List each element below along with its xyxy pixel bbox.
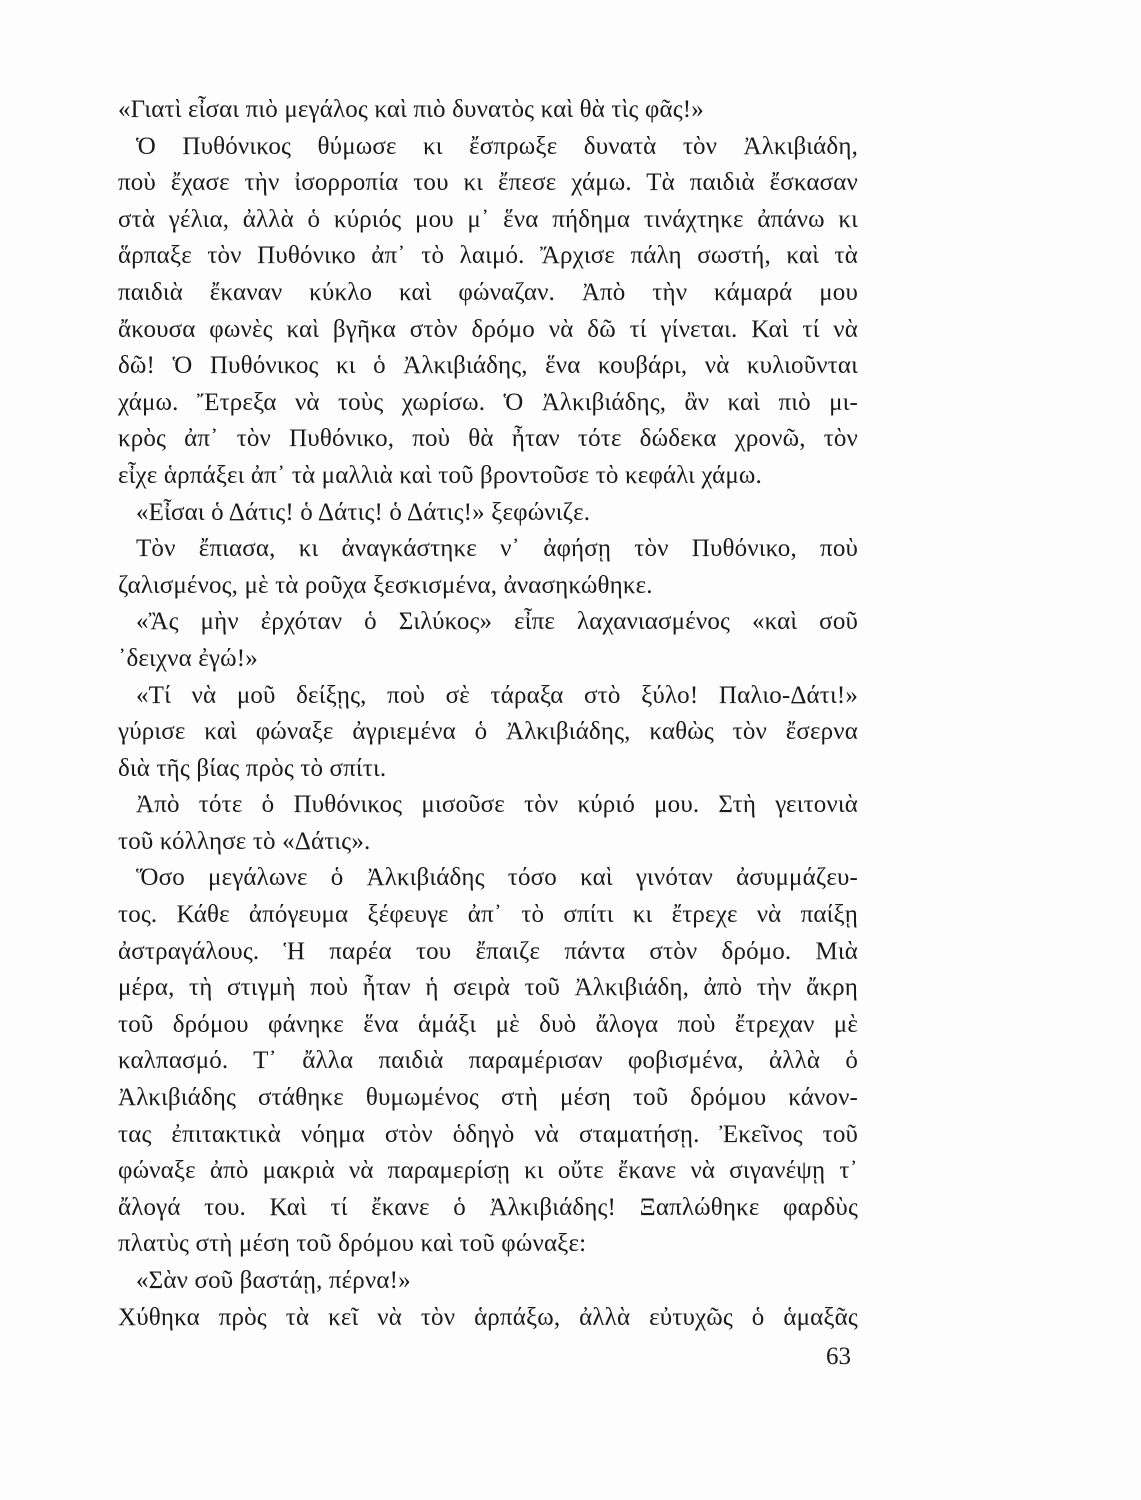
text-line: «Γιατὶ εἶσαι πιὸ μεγάλος καὶ πιὸ δυνατὸς καὶ θὰ τὶς φᾶς!» (118, 96, 704, 123)
text-line: δῶ! Ὁ Πυθόνικος κι ὁ Ἀλκιβιάδης, ἕνα κουβάρι, νὰ κυλιοῦνται (118, 352, 858, 380)
text-line: τος. Κάθε ἀπόγευμα ξέφευγε ἀπ᾽ τὸ σπίτι κι ἔτρεχε νὰ παίξῃ (118, 901, 858, 929)
text-line: Ὁ Πυθόνικος θύμωσε κι ἔσπρωξε δυνατὰ τὸν Ἀλκιβιάδη, (136, 132, 858, 160)
text-line: ἄκουσα φωνὲς καὶ βγῆκα στὸν δρόμο νὰ δῶ τί γίνεται. Καὶ τί νὰ (118, 315, 858, 343)
text-line: μέρα, τὴ στιγμὴ ποὺ ἦταν ἡ σειρὰ τοῦ Ἀλκιβιάδη, ἀπὸ τὴν ἄκρη (118, 974, 858, 1002)
text-line: ᾽δειχνα ἐγώ!» (118, 644, 258, 672)
text-line: κρὸς ἀπ᾽ τὸν Πυθόνικο, ποὺ θὰ ἦταν τότε δώδεκα χρονῶ, τὸν (118, 425, 858, 453)
text-line: Χύθηκα πρὸς τὰ κεῖ νὰ τὸν ἁρπάξω, ἀλλὰ εὐτυχῶς ὁ ἁμαξᾶς (118, 1303, 858, 1331)
text-line: γύρισε καὶ φώναξε ἀγριεμένα ὁ Ἀλκιβιάδης, καθὼς τὸν ἔσερνα (118, 718, 858, 746)
text-line: ζαλισμένος, μὲ τὰ ροῦχα ξεσκισμένα, ἀνασηκώθηκε. (118, 571, 653, 599)
text-line: Ἀλκιβιάδης στάθηκε θυμωμένος στὴ μέση τοῦ δρόμου κάνον- (118, 1084, 858, 1112)
text-line: ἀστραγάλους. Ἡ παρέα του ἔπαιζε πάντα στὸν δρόμο. Μιὰ (118, 937, 858, 965)
text-line: τας ἐπιτακτικὰ νόημα στὸν ὁδηγὸ νὰ σταματήσῃ. Ἐκεῖνος τοῦ (118, 1120, 858, 1148)
text-line: καλπασμό. Τ᾽ ἄλλα παιδιὰ παραμέρισαν φοβισμένα, ἀλλὰ ὁ (118, 1047, 858, 1075)
text-line: ἄλογά του. Καὶ τί ἔκανε ὁ Ἀλκιβιάδης! Ξαπλώθηκε φαρδὺς (118, 1193, 858, 1221)
page-number: 63 (826, 1343, 851, 1370)
text-line: εἶχε ἁρπάξει ἀπ᾽ τὰ μαλλιὰ καὶ τοῦ βροντοῦσε τὸ κεφάλι χάμω. (118, 461, 762, 489)
text-line: φώναξε ἀπὸ μακριὰ νὰ παραμερίσῃ κι οὔτε ἔκανε νὰ σιγανέψῃ τ᾽ (118, 1157, 858, 1185)
text-line: ἅρπαξε τὸν Πυθόνικο ἀπ᾽ τὸ λαιμό. Ἄρχισε πάλη σωστή, καὶ τὰ (118, 242, 858, 270)
text-line: «Τί νὰ μοῦ δείξῃς, ποὺ σὲ τάραξα στὸ ξύλο! Παλιο-Δάτι!» (136, 681, 858, 709)
text-line: τοῦ δρόμου φάνηκε ἕνα ἁμάξι μὲ δυὸ ἄλογα ποὺ ἔτρεχαν μὲ (118, 1010, 858, 1038)
page-text (118, 92, 858, 1336)
text-line: Ὅσο μεγάλωνε ὁ Ἀλκιβιάδης τόσο καὶ γινόταν ἀσυμμάζευ- (136, 864, 858, 892)
text-line: «Σὰν σοῦ βαστάῃ, πέρνα!» (136, 1267, 411, 1294)
text-line: πλατὺς στὴ μέση τοῦ δρόμου καὶ τοῦ φώναξε: (118, 1230, 587, 1258)
text-line: «Εἶσαι ὁ Δάτις! ὁ Δάτις! ὁ Δάτις!» ξεφώνιζε. (136, 498, 591, 526)
text-line: διὰ τῆς βίας πρὸς τὸ σπίτι. (118, 754, 387, 782)
text-line: «Ἂς μὴν ἐρχόταν ὁ Σιλύκος» εἶπε λαχανιασμένος «καὶ σοῦ (136, 608, 858, 636)
text-line: Τὸν ἔπιασα, κι ἀναγκάστηκε ν᾽ ἀφήσῃ τὸν Πυθόνικο, ποὺ (136, 535, 858, 563)
text-line: Ἀπὸ τότε ὁ Πυθόνικος μισοῦσε τὸν κύριό μου. Στὴ γειτονιὰ (136, 791, 858, 819)
text-line: παιδιὰ ἔκαναν κύκλο καὶ φώναζαν. Ἀπὸ τὴν κάμαρά μου (118, 278, 858, 306)
text-line: ποὺ ἔχασε τὴν ἰσορροπία του κι ἔπεσε χάμω. Τὰ παιδιὰ ἔσκασαν (118, 169, 858, 197)
text-line: στὰ γέλια, ἀλλὰ ὁ κύριός μου μ᾽ ἕνα πήδημα τινάχτηκε ἀπάνω κι (118, 205, 858, 233)
text-line: χάμω. Ἔτρεξα νὰ τοὺς χωρίσω. Ὁ Ἀλκιβιάδης, ἂν καὶ πιὸ μι- (118, 388, 858, 416)
text-line: τοῦ κόλλησε τὸ «Δάτις». (118, 827, 371, 855)
